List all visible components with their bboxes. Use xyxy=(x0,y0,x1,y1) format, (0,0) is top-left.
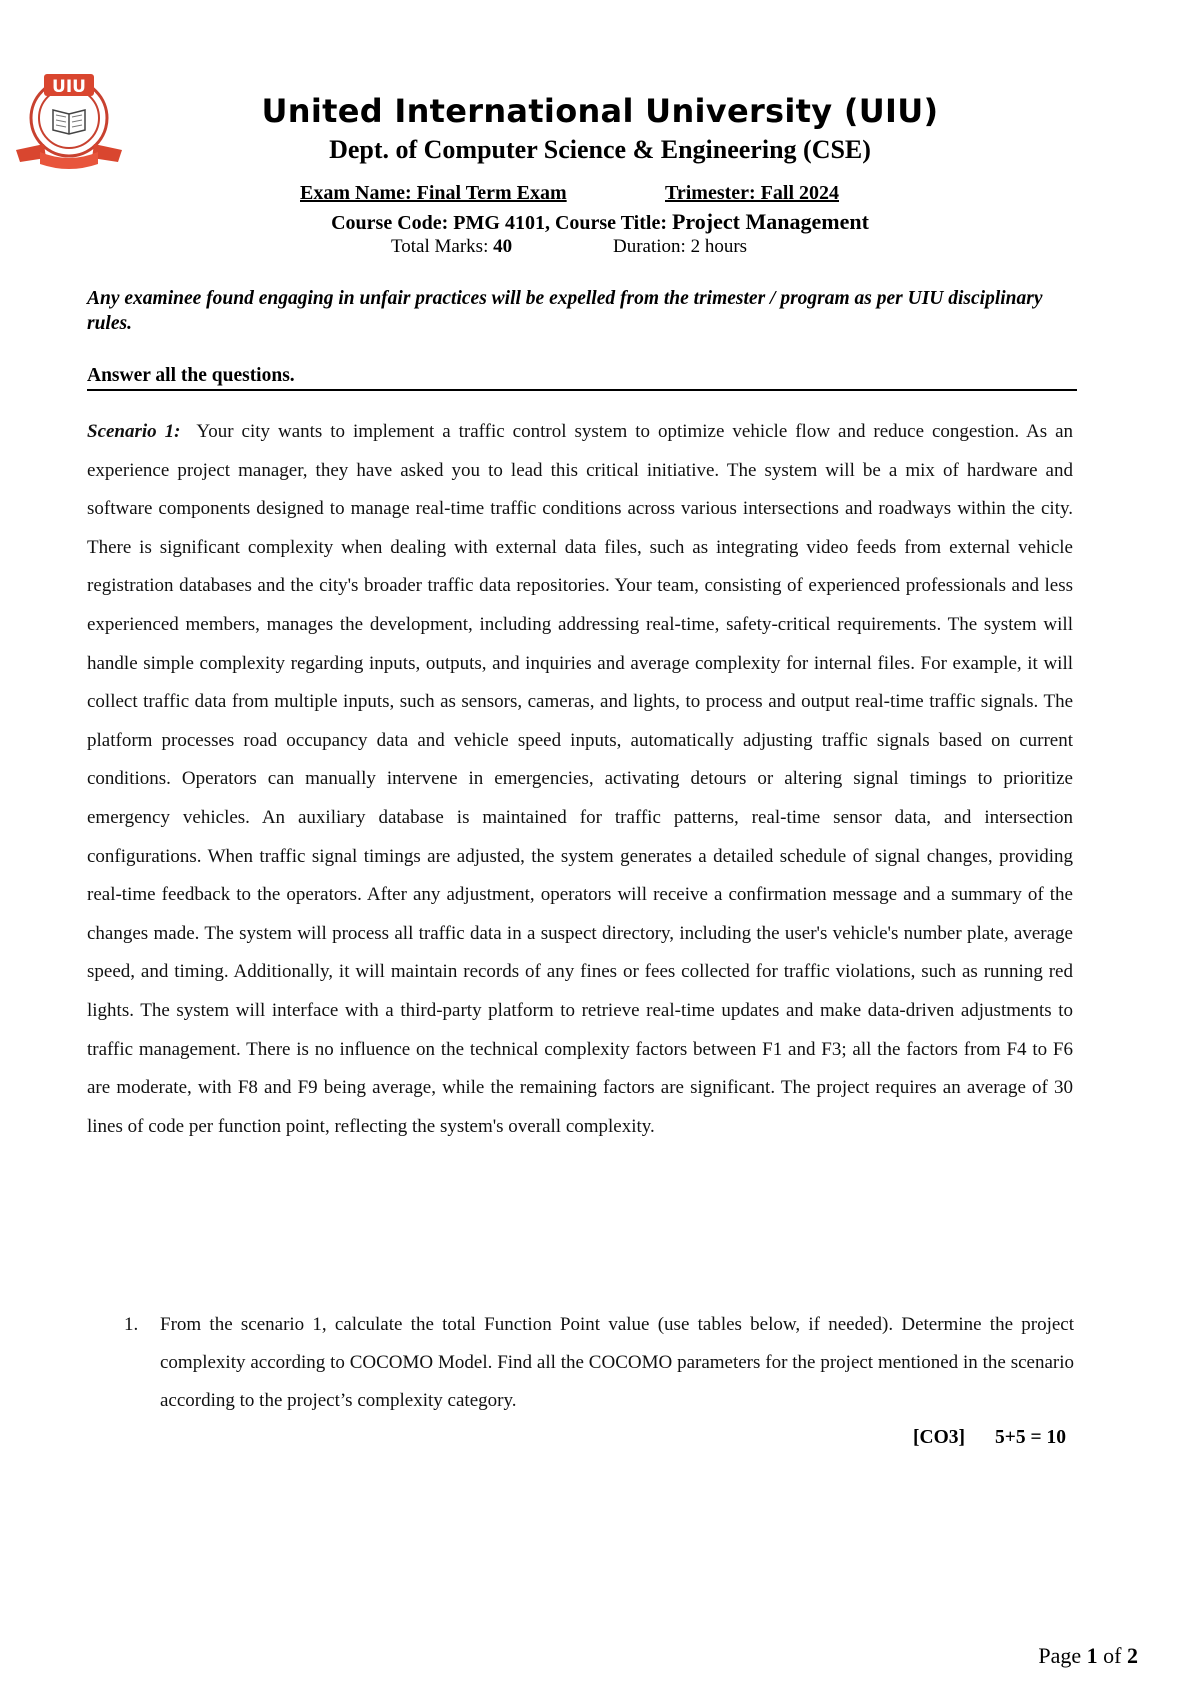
duration: Duration: 2 hours xyxy=(613,236,748,257)
marks-value: 5+5 = 10 xyxy=(995,1427,1066,1448)
question-text: From the scenario 1, calculate the total Function Point value (use tables below, if needed). Determine the project complexity according to COCOMO Model. Find all the COCOMO parameters for the project mentioned in the scenario according to the project’s complexity category. xyxy=(160,1314,1074,1411)
scenario-label: Scenario 1: xyxy=(87,421,181,442)
department-name: Dept. of Computer Science & Engineering (CSE) xyxy=(329,135,871,164)
university-name: United International University (UIU) xyxy=(261,92,939,130)
question-item xyxy=(124,1306,1074,1420)
page-number xyxy=(1038,1643,1138,1669)
course-title: Project Management xyxy=(671,209,869,234)
of-label: of xyxy=(1097,1643,1127,1668)
instruction: Answer all the questions. xyxy=(87,365,295,386)
course-outcome: [CO3] xyxy=(913,1427,966,1448)
total-marks-label: Total Marks: xyxy=(391,236,494,257)
page-label: Page xyxy=(1038,1643,1087,1668)
exam-info-line xyxy=(300,182,860,205)
svg-text:UIU: UIU xyxy=(52,77,86,97)
scenario-paragraph xyxy=(87,413,1073,1146)
question-number: 1. xyxy=(124,1314,139,1335)
course-code: Course Code: PMG 4101, Course Title: xyxy=(331,212,672,234)
question-marks xyxy=(913,1427,1066,1449)
page-current: 1 xyxy=(1086,1643,1098,1668)
marks-duration-line xyxy=(391,236,991,258)
exam-name: Exam Name: Final Term Exam xyxy=(300,182,567,204)
course-info-line xyxy=(0,209,1200,235)
divider xyxy=(87,389,1077,391)
page-total: 2 xyxy=(1127,1643,1138,1668)
scenario-text: Your city wants to implement a traffic control system to optimize vehicle flow and reduce congestion. As an experience project manager, they have asked you to lead this critical initiative. The system will be a mix of hardware and software components designed to manage real-time traffic conditions across various intersections and roadways within the city. There is significant complexity when dealing with external data files, such as integrating video feeds from external vehicle registration databases and the city's broader traffic data repositories. Your team, consisting of experienced professionals and less experienced members, manages the development, including addressing real-time, safety-critical requirements. The system will handle simple complexity regarding inputs, outputs, and inquiries and average complexity for internal files. For example, it will collect traffic data from multiple inputs, such as sensors, cameras, and lights, to process and output real-time traffic signals. The platform processes road occupancy data and vehicle speed inputs, automatically adjusting traffic signals based on current conditions. Operators can manually intervene in emergencies, activating detours or altering signal timings to prioritize emergency vehicles. An auxiliary database is maintained for traffic patterns, real-time sensor data, and intersection configurations. When traffic signal timings are adjusted, the system generates a detailed schedule of signal changes, providing real-time feedback to the operators. After any adjustment, operators will receive a confirmation message and a summary of the changes made. The system will process all traffic data in a suspect directory, including the user's vehicle's number plate, average speed, and timing. Additionally, it will maintain records of any fines or fees collected for traffic violations, such as running red lights. The system will interface with a third-party platform to retrieve real-time updates and make data-driven adjustments to traffic management. There is no influence on the technical complexity factors between F1 and F3; all the factors from F4 to F6 are moderate, with F8 and F9 being average, while the remaining factors are significant. The project requires an average of 30 lines of code per function point, reflecting the system's overall complexity. xyxy=(87,421,1074,1137)
total-marks-value: 40 xyxy=(493,236,513,257)
trimester: Trimester: Fall 2024 xyxy=(665,182,840,204)
unfair-practice-warning: Any examinee found engaging in unfair practices will be expelled from the trimester / program as per UIU disciplinary rules. xyxy=(87,288,1043,334)
